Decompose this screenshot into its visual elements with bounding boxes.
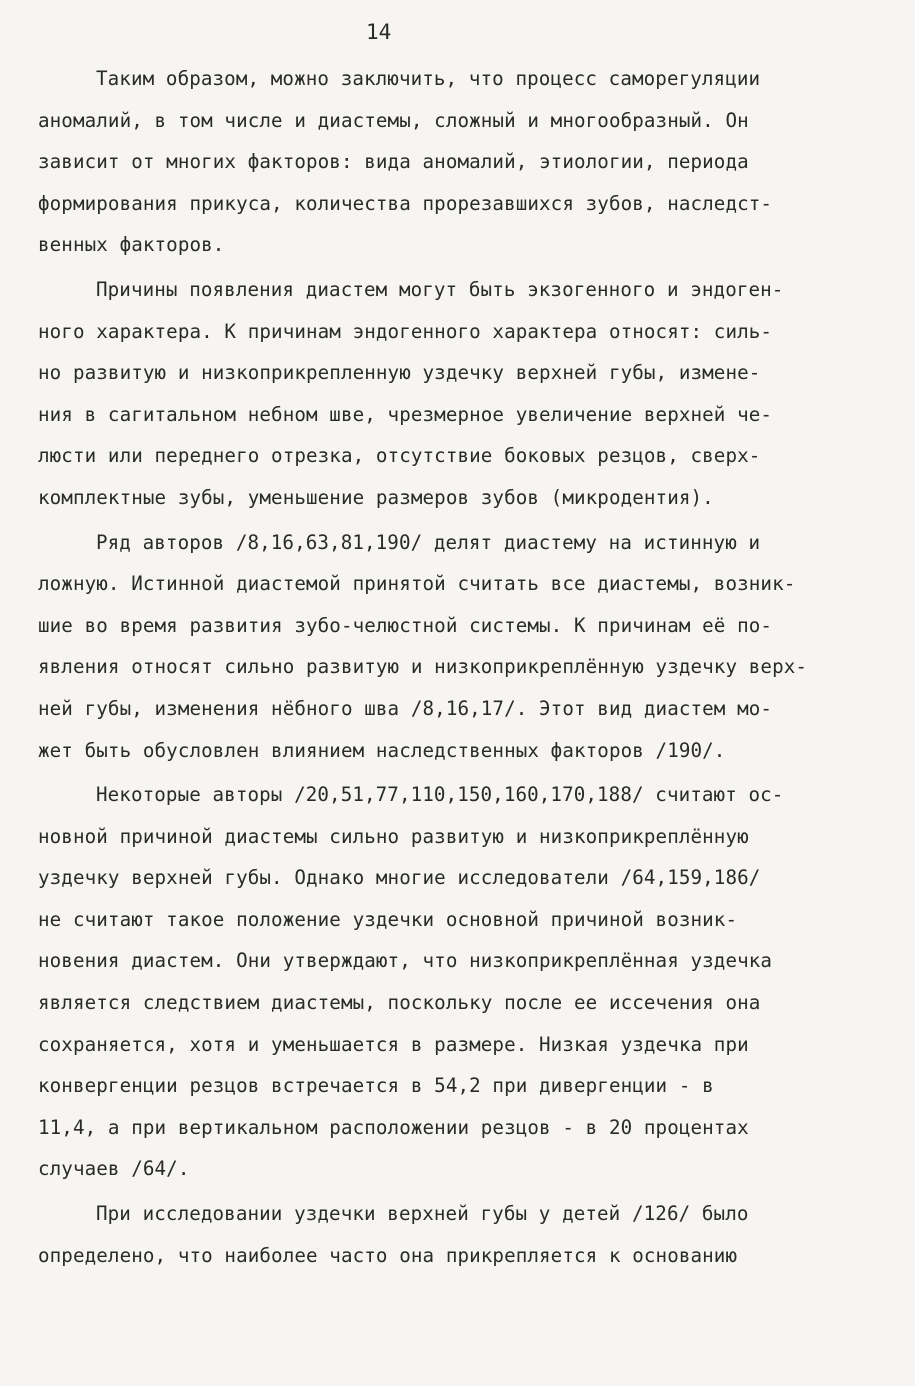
text-line: явления относят сильно развитую и низкоприкреплённую уздечку верх- bbox=[38, 655, 808, 679]
text-line: Некоторые авторы /20,51,77,110,150,160,170,188/ считают ос- bbox=[96, 783, 784, 807]
text-line: зависит от многих факторов: вида аномалий, этиологии, периода bbox=[38, 150, 749, 174]
text-line: новения диастем. Они утверждают, что низкоприкреплённая уздечка bbox=[38, 949, 773, 973]
text-line: ней губы, изменения нёбного шва /8,16,17/. Этот вид диастем мо- bbox=[38, 696, 773, 720]
text-line: но развитую и низкоприкрепленную уздечку верхней губы, измене- bbox=[38, 361, 761, 385]
text-line: уздечку верхней губы. Однако многие исследователи /64,159,186/ bbox=[38, 866, 761, 890]
text-line: люсти или переднего отрезка, отсутствие боковых резцов, сверх- bbox=[38, 444, 761, 468]
text-line: формирования прикуса, количества прорезавшихся зубов, наследст- bbox=[38, 191, 773, 215]
text-line: венных факторов. bbox=[38, 233, 225, 257]
text-line: шие во время развития зубо-челюстной системы. К причинам её по- bbox=[38, 613, 773, 637]
text-line: является следствием диастемы, поскольку после ее иссечения она bbox=[38, 991, 761, 1015]
text-line: случаев /64/. bbox=[38, 1157, 190, 1181]
body-text bbox=[38, 58, 858, 1276]
text-line: жет быть обусловлен влиянием наследственных факторов /190/. bbox=[38, 738, 726, 762]
text-line: ного характера. К причинам эндогенного характера относят: силь- bbox=[38, 319, 773, 343]
text-line: не считают такое положение уздечки основной причиной возник- bbox=[38, 907, 738, 931]
text-line: комплектные зубы, уменьшение размеров зубов (микродентия). bbox=[38, 485, 714, 509]
text-line: При исследовании уздечки верхней губы у детей /126/ было bbox=[96, 1202, 749, 1226]
text-line: аномалий, в том числе и диастемы, сложный и многообразный. Он bbox=[38, 108, 749, 132]
text-line: сохраняется, хотя и уменьшается в размере. Низкая уздечка при bbox=[38, 1032, 749, 1056]
text-line: ния в сагитальном небном шве, чрезмерное увеличение верхней че- bbox=[38, 402, 773, 426]
text-line: определено, что наиболее часто она прикрепляется к основанию bbox=[38, 1243, 738, 1267]
text-line: Причины появления диастем могут быть экзогенного и эндоген- bbox=[96, 277, 784, 301]
text-line: новной причиной диастемы сильно развитую и низкоприкреплённую bbox=[38, 824, 749, 848]
text-line: конвергенции резцов встречается в 54,2 при дивергенции - в bbox=[38, 1074, 714, 1098]
text-line: ложную. Истинной диастемой принятой считать все диастемы, возник- bbox=[38, 572, 796, 596]
page-number: 14 bbox=[366, 20, 392, 44]
text-line: 11,4, а при вертикальном расположении резцов - в 20 процентах bbox=[38, 1115, 749, 1139]
text-line: Таким образом, можно заключить, что процесс саморегуляции bbox=[96, 67, 761, 90]
text-line: Ряд авторов /8,16,63,81,190/ делят диастему на истинную и bbox=[96, 530, 761, 554]
